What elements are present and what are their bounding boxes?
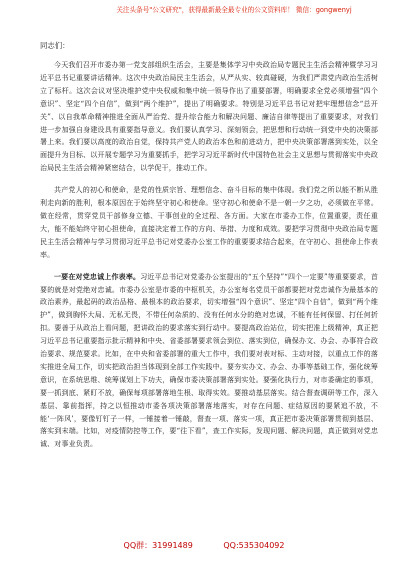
document-body: [40, 40, 378, 460]
section-1-heading: 一要在对党忠诚上作表率。: [54, 271, 141, 281]
paragraph-2: 共产党人的初心和使命，是党的性质宗旨、理想信念、奋斗目标的集中体现。我们党之所以能不断从胜利走向新的胜利，根本原因在于始终坚守初心和使命。坚守初心和使命不是一朝一夕之功，必须做在平常。做在经常，贯穿党员干部修身立德、干事创业的全过程、各方面。大家在市委办工作，位置重要，责任重大，能不能始终守初心担使命，直接决定着工作的方向、举措、力度和成效。要把学习贯彻中央政治局专题民主生活会精神与学习贯彻习近平总书记对党委办公室工作的重要要求结合起来，在守初心、担使命上作表率。: [40, 186, 378, 259]
promo-banner: [0, 0, 408, 30]
greeting: 同志们：: [40, 41, 70, 50]
section-1-body: 习近平总书记对党委办公室提出的“五个坚持”“四个一定要”等重要要求，首要的就是对党绝对忠诚。市委办公室是市委的中枢机关，办公室每名党员干部都要把对党忠诚作为最基本的政治素养，最起码的政治品格、最根本的政治要求，切实增强“四个意识”、坚定“四个自信”，做到“两个维护”，做到胸怀大局、无私无畏，不带任何杂质的、没有任何水分的绝对忠诚，不能有任何保留、打任何折扣。要善于从政治上看问题，把讲政治的要求落实到行动中。要提高政治站位，切实把准上级精神，真正把习近平总书记重要指示批示精神和中央、省委部署要求领会到位、落实到位，确保办文、办会、办事符合政治要求、规范要求。比如，在中央和省委部署的重大工作中，我们要对表对标、主动对接，以重点工作的落实推进全局工作，切实把政治担当体现到全部工作实践中。要夯实办文、办会、办事等基础工作，强化统筹意识，在系统思维、统筹谋划上下功夫，确保市委决策部署落到实处。要强化执行力，对市委确定的事项，要一抓到底、紧盯不放，确保每项部署落地生根、取得实效。要推动基层落实。结合督查调研等工作，深入基层、靠前指挥，持之以恒推动市委各项决策部署落地落实，对存在问题、症结原因的要紧追不放，不能‘一阵风’，要像钉钉子一样，一锤接着一锤敲，督查一项、落实一项，真正把市委决策部署贯彻到基层、落实到末端。比如，对疫情防控等工作，要“往下看”，查工作实际，发现问题、解决问题，真正做到对党忠诚、对事业负责。: [40, 272, 378, 449]
paragraph-1: 今天我们召开市委办第一党支部组织生活会，主要是集体学习中央政治局专题民主生活会精神暨学习习近平总书记重要讲话精神。这次中央政治局民主生活会，从严从实、较真碰硬，为我们严肃党内政治生活树立了标杆。这次会议对坚决维护党中央权威和集中统一领导作出了重要部署，明确要求全党必须增强“四个意识”、坚定“四个自信”，做到“两个维护”，提出了明确要求。特别是习近平总书记对把牢理想信念“总开关”、以自我革命精神推进全面从严治党、提升综合能力和解决问题、廉洁自律等提出了重要要求，对我们进一步加强自身建设具有重要指导意义。我们要认真学习、深刻领会，把思想和行动统一到党中央的决策部署上来。我们要以高度的政治自觉，保持共产党人的政治本色和前进动力，把中央决策部署落到实处，以全面提升为目标、以开展专题学习为重要抓手，把学习习近平新时代中国特色社会主义思想与贯彻落实中央政治局民主生活会精神紧密结合，以学促干，推动工作。: [40, 61, 378, 173]
qq-group: QQ群：31991489: [123, 541, 193, 550]
section-1: [40, 271, 378, 452]
banner-text: 关注头条号"公文研究"，获得最新最全最专业的公文资料库！ 微信：gongwenyj: [116, 6, 352, 14]
qq-number: QQ:535304092: [223, 541, 285, 550]
footer-contact: [0, 540, 408, 551]
